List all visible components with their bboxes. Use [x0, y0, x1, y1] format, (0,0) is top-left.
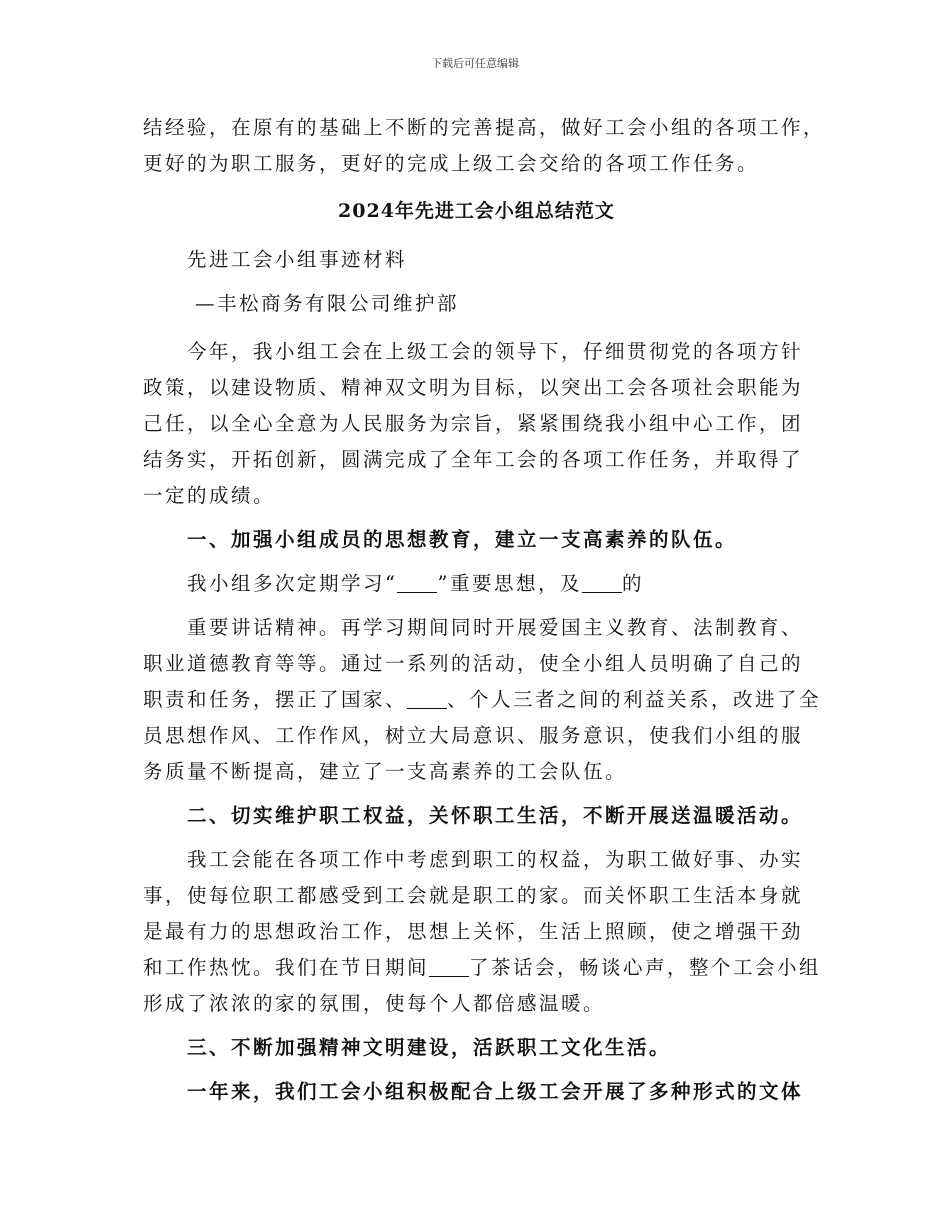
para1-line-3: 己任，以全心全意为人民服务为宗旨，紧紧围绕我小组中心工作，团 — [143, 412, 804, 435]
intro-line-1: 结经验，在原有的基础上不断的完善提高，做好工会小组的各项工作， — [143, 116, 826, 139]
page-header-note: 下载后可任意编辑 — [431, 57, 519, 70]
blank-line — [397, 574, 437, 593]
section-heading-2: 二、切实维护职工权益，关怀职工生活，不断开展送温暖活动。 — [187, 804, 804, 827]
para1-line-2: 政策，以建设物质、精神双文明为目标，以突出工会各项社会职能为 — [143, 376, 804, 399]
para4-line-1: 一年来，我们工会小组积极配合上级工会开展了多种形式的文体 — [187, 1080, 804, 1103]
para3-line4-text-a: 和工作热忱。我们在节日期间 — [143, 956, 430, 979]
document-subtitle: 先进工会小组事迹材料 — [187, 248, 408, 271]
para2-line-4 — [143, 682, 822, 718]
document-title: 2024年先进工会小组总结范文 — [338, 200, 615, 222]
document-body — [143, 110, 826, 1110]
para1-line-5: 一定的成绩。 — [143, 484, 276, 507]
para2-line-2: 重要讲话精神。再学习期间同时开展爱国主义教育、法制教育、 — [187, 616, 804, 639]
para3-line-4 — [143, 950, 822, 986]
para2-text-a: 我小组多次定期学习“ — [187, 572, 398, 595]
para3-line-2: 事，使每位职工都感受到工会就是职工的家。而关怀职工生活本身就 — [143, 884, 804, 907]
intro-line-2: 更好的为职工服务，更好的完成上级工会交给的各项工作任务。 — [143, 152, 760, 175]
para2-line4-text-a: 职责和任务，摆正了国家、 — [143, 688, 408, 711]
organization-name: —丰松商务有限公司维护部 — [195, 292, 460, 315]
para2-text-b: ”重要思想，及 — [437, 572, 582, 595]
section-heading-3: 三、不断加强精神文明建设，活跃职工文化生活。 — [187, 1036, 672, 1059]
blank-line — [429, 958, 469, 977]
para2-line-6: 务质量不断提高，建立了一支高素养的工会队伍。 — [143, 760, 628, 783]
para1-line-1: 今年，我小组工会在上级工会的领导下，仔细贯彻党的各项方针 — [187, 340, 804, 363]
para2-line-3: 职业道德教育等等。通过一系列的活动，使全小组人员明确了自己的 — [143, 652, 804, 675]
blank-line — [407, 690, 447, 709]
para3-line4-text-b: 了茶话会，畅谈心声，整个工会小组 — [469, 956, 822, 979]
para1-line-4: 结务实，开拓创新，圆满完成了全年工会的各项工作任务，并取得了 — [143, 448, 804, 471]
para3-line-3: 是最有力的思想政治工作，思想上关怀，生活上照顾，使之增强干劲 — [143, 920, 804, 943]
para2-line-5: 员思想作风、工作作风，树立大局意识、服务意识，使我们小组的服 — [143, 724, 804, 747]
para3-line-1: 我工会能在各项工作中考虑到职工的权益，为职工做好事、办实 — [187, 848, 804, 871]
blank-line — [582, 574, 622, 593]
para2-line-1 — [143, 566, 810, 602]
para2-line4-text-b: 、个人三者之间的利益关系，改进了全 — [447, 688, 822, 711]
para2-text-c: 的 — [621, 572, 644, 595]
section-heading-1: 一、加强小组成员的思想教育，建立一支高素养的队伍。 — [187, 528, 738, 551]
para3-line-5: 形成了浓浓的家的氛围，使每个人都倍感温暖。 — [143, 992, 606, 1015]
